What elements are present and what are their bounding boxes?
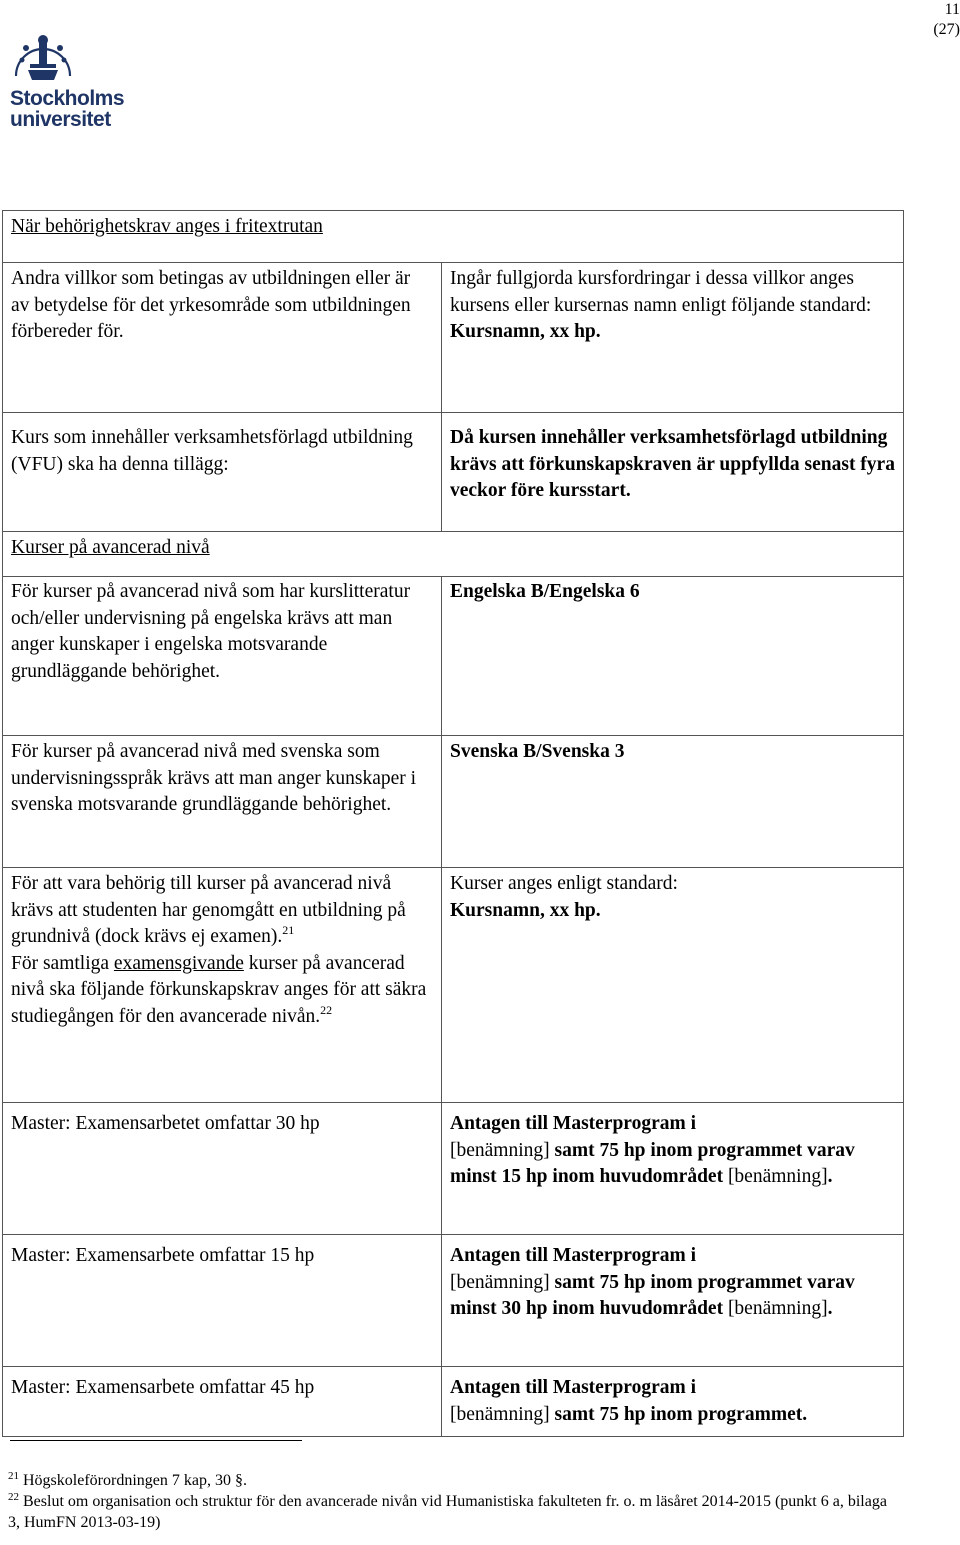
row1-right-bold: Kursnamn, xx hp. — [450, 321, 601, 342]
footnote-divider — [10, 1440, 302, 1441]
row2-right: Då kursen innehåller verksamhetsförlagd utbildning krävs att förkunskapskraven är uppfyllda senast fyra veckor före kursstart. — [442, 413, 904, 532]
row2-left: Kurs som innehåller verksamhetsförlagd utbildning (VFU) ska ha denna tillägg: — [3, 413, 442, 532]
footnote-22 — [8, 1491, 888, 1533]
row5-left-a: För att vara behörig till kurser på avancerad nivå krävs att studenten har genomgått en utbildning på grundnivå (dock krävs ej examen). — [11, 873, 406, 947]
row5-left-b-pre: För samtliga — [11, 952, 114, 974]
row7-right-bold-3: . — [827, 1298, 833, 1319]
row5-left-b-underlined: examensgivande — [113, 952, 244, 974]
university-seal-icon — [8, 28, 78, 86]
section-row — [3, 532, 904, 577]
table-row — [3, 1367, 904, 1437]
row6-right-plain: [benämning] — [450, 1139, 550, 1161]
row5-right-bold: Kursnamn, xx hp. — [450, 899, 601, 921]
row8-right-bold-2: samt 75 hp inom programmet. — [549, 1403, 808, 1425]
row1-left: Andra villkor som betingas av utbildningen eller är av betydelse för det yrkesområde som utbildningen förbereder för. — [3, 263, 442, 413]
row5-right — [442, 868, 904, 1103]
footnote-text: Högskoleförordningen 7 kap, 30 §. — [19, 1472, 247, 1489]
table-header — [3, 211, 904, 263]
university-name-line1: Stockholms — [10, 87, 125, 110]
table-row — [3, 1235, 904, 1367]
row8-right-bold-1: Antagen till Masterprogram i — [450, 1377, 697, 1398]
row7-right-plain-2: [benämning] — [727, 1298, 828, 1319]
page-number — [900, 0, 960, 40]
university-name — [10, 88, 124, 130]
page-number-current: 11 — [944, 1, 960, 18]
row6-right — [442, 1103, 904, 1235]
table-header-row — [3, 211, 904, 263]
row3-left: För kurser på avancerad nivå som har kurslitteratur och/eller undervisning på engelska krävs att man anger kunskaper i engelska motsvarande grundläggande behörighet. — [3, 577, 442, 736]
university-logo — [8, 28, 138, 133]
row5-right-text: Kurser anges enligt standard: — [450, 873, 678, 894]
footnote-num: 21 — [8, 1470, 19, 1482]
row5-left-b-post: kurser på avancerad nivå ska följande förkunskapskrav anges för att säkra studiegången för den avancerade nivån. — [11, 952, 427, 1027]
row3-right: Engelska B/Engelska 6 — [442, 577, 904, 736]
row1-right-text: Ingår fullgjorda kursfordringar i dessa villkor anges kursens eller kursernas namn enligt följande standard: — [450, 268, 872, 316]
row6-right-bold-2: samt 75 hp inom programmet varav minst 15 hp inom huvudområdet — [450, 1139, 855, 1187]
row8-right — [442, 1367, 904, 1437]
row4-right: Svenska B/Svenska 3 — [442, 736, 904, 868]
row7-right-bold-1: Antagen till Masterprogram i — [450, 1245, 697, 1266]
row5-left — [3, 868, 442, 1103]
footnote-ref-21[interactable]: 21 — [282, 923, 295, 937]
row7-right-bold-2: samt 75 hp inom programmet varav minst 30 hp inom huvudområdet — [450, 1271, 855, 1319]
row7-right-plain: [benämning] — [450, 1271, 550, 1293]
row4-left: För kurser på avancerad nivå med svenska som undervisningsspråk krävs att man anger kunskaper i svenska motsvarande grundläggande behörighet. — [3, 736, 442, 868]
footnote-21 — [8, 1470, 888, 1491]
table-row — [3, 1103, 904, 1235]
row1-right — [442, 263, 904, 413]
table-header-text: När behörighetskrav anges i fritextrutan — [11, 216, 323, 237]
section-title — [3, 532, 904, 577]
table-row — [3, 263, 904, 413]
row6-right-bold-1: Antagen till Masterprogram i — [450, 1113, 697, 1134]
footnote-text: Beslut om organisation och struktur för den avancerade nivån vid Humanistiska fakulteten fr. o. m läsåret 2014-2015 (punkt 6 a, bilaga 3, HumFN 2013-03-19) — [8, 1493, 887, 1531]
section-title-text: Kurser på avancerad nivå — [11, 537, 210, 558]
row8-right-plain: [benämning] — [450, 1403, 550, 1425]
row7-right — [442, 1235, 904, 1367]
row8-left: Master: Examensarbete omfattar 45 hp — [3, 1367, 442, 1437]
row7-left: Master: Examensarbete omfattar 15 hp — [3, 1235, 442, 1367]
row6-left: Master: Examensarbetet omfattar 30 hp — [3, 1103, 442, 1235]
university-name-line2: universitet — [10, 108, 111, 131]
table-row — [3, 577, 904, 736]
table-row — [3, 868, 904, 1103]
row6-right-plain-2: [benämning] — [727, 1166, 828, 1187]
row6-right-bold-3: . — [827, 1166, 833, 1187]
footnote-ref-22[interactable]: 22 — [320, 1002, 333, 1017]
table-row — [3, 736, 904, 868]
requirements-table — [2, 210, 904, 1437]
footnote-num: 22 — [8, 1491, 19, 1503]
table-row — [3, 413, 904, 532]
footnotes — [8, 1470, 888, 1533]
page-number-total: (27) — [933, 21, 960, 38]
